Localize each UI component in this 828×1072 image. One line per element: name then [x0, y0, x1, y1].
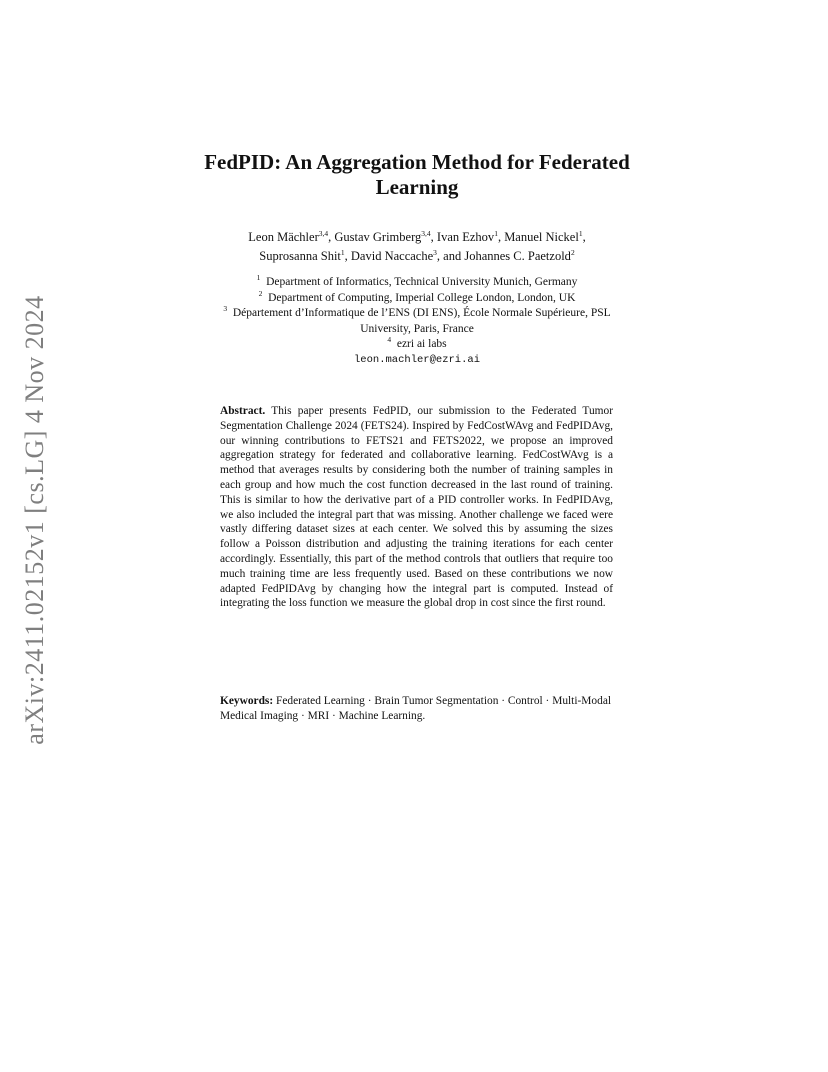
arxiv-identifier-stamp[interactable]: arXiv:2411.02152v1 [cs.LG] 4 Nov 2024 [20, 295, 49, 745]
keywords-section [220, 694, 613, 724]
affiliation-2: $^2$ Department of Computing, Imperial College London, London, UK [258, 288, 576, 304]
affiliation-3: $^3$ Département d’Informatique de l’ENS (DI ENS), École Normale Supérieure, PSL [223, 304, 611, 319]
affiliation-3-continued: University, Paris, France [360, 322, 474, 335]
paper-title-line-1: FedPID: An Aggregation Method for Federated [204, 150, 630, 174]
contact-email-link[interactable]: leon.machler@ezri.ai [353, 353, 481, 366]
paper-title-line-2: Learning [375, 175, 459, 199]
affiliation-1: $^1$ Department of Informatics, Technical University Munich, Germany [256, 273, 578, 288]
author: Suprosanna Shit$^1$, [259, 247, 351, 263]
abstract-label: Abstract. [220, 405, 266, 417]
abstract-section [220, 404, 613, 611]
author: Gustav Grimberg$^{3,4}$, [334, 228, 437, 244]
keywords-text: Federated Learning · Brain Tumor Segmentation · Control · Multi-Modal Medical Imaging · MRI · Machine Learning. [220, 695, 612, 722]
author: Johannes C. Paetzold$^2$ [464, 247, 575, 263]
author: David Naccache$^3$, and [350, 247, 465, 263]
paper-title [150, 150, 684, 200]
affiliation-4: $^4$ ezri ai labs [387, 335, 447, 350]
author-list [150, 228, 684, 266]
abstract-text: This paper presents FedPID, our submission to the Federated Tumor Segmentation Challenge 2024 (FETS24). Inspired by FedCostWAvg and FedPIDAvg, our winning contributions to FETS21 and FETS2022, we propose an improved aggregation strategy for federated and collaborative learning. FedCostWAvg is a method that averages results by considering both the number of training samples in each group and how much the cost function decreased in the last round of training. This is similar to how the derivative part of a PID controller works. In FedPIDAvg, we also included the integral part that was missing. Another challenge we faced were vastly differing dataset sizes at each center. We solved this by assuming the sizes follow a Poisson distribution and adjusting the training iterations for each center accordingly. Essentially, this part of the method controls that outliers that require too much training time are less frequently used. Based on these contributions we now adapted FedPIDAvg by changing how the integral part is computed. Instead of integrating the loss function we measure the global drop in cost since the first round. [220, 405, 613, 610]
affiliations [150, 275, 684, 368]
author: Manuel Nickel$^1$, [504, 228, 586, 244]
keywords-label: Keywords: [220, 695, 274, 707]
author: Ivan Ezhov$^1$, [436, 228, 505, 244]
author: Leon Mächler$^{3,4}$, [248, 228, 335, 244]
